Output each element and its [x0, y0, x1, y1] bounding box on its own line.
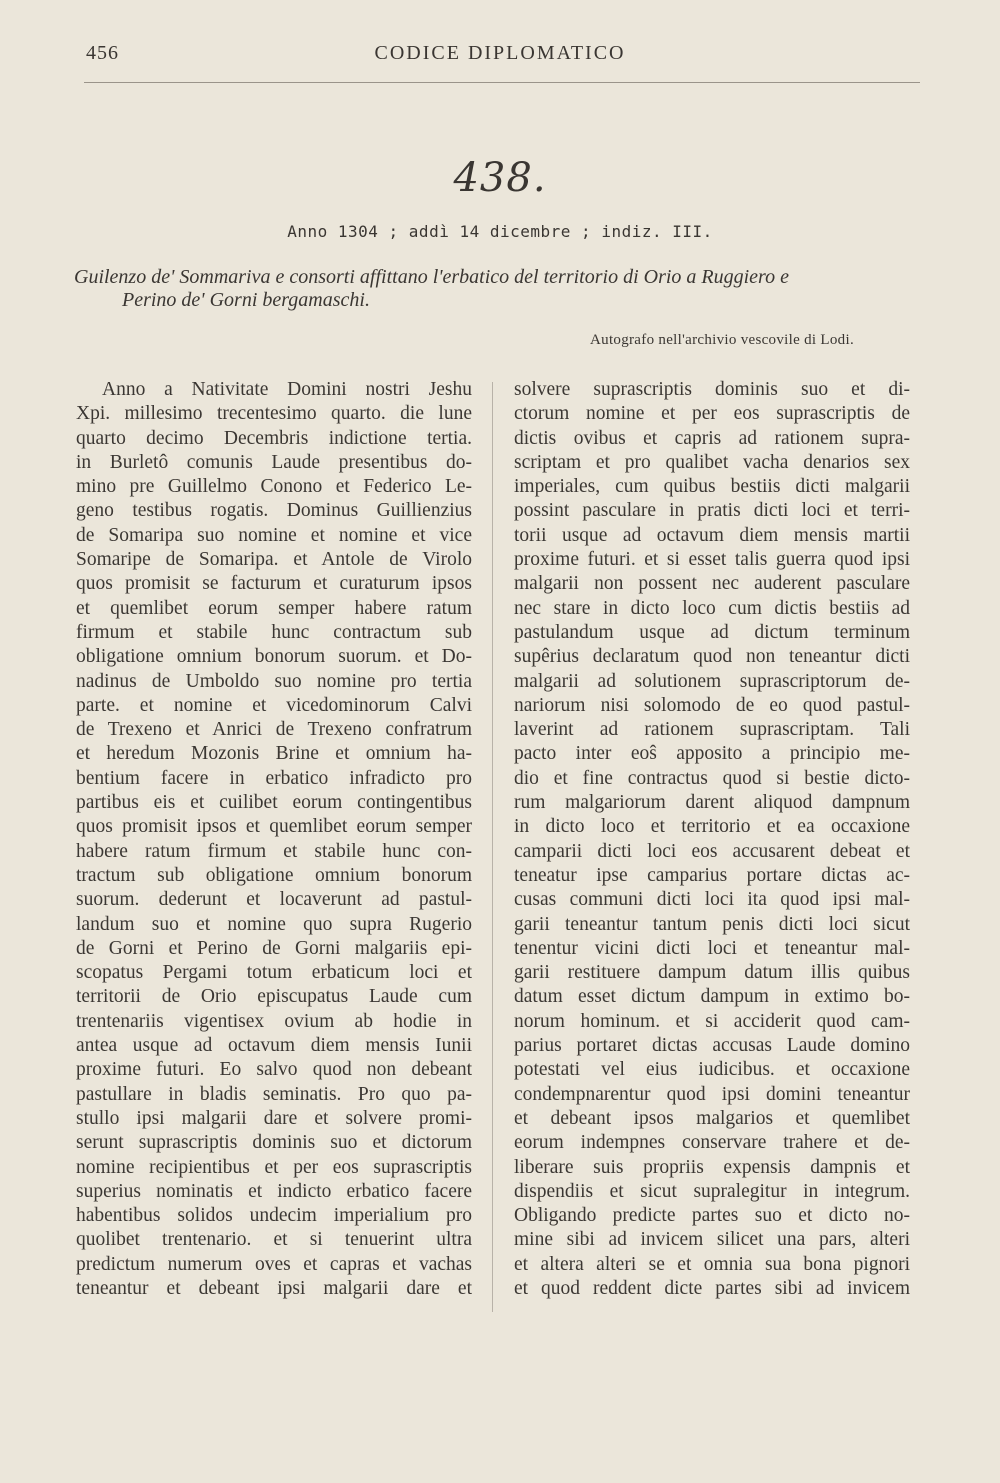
text-line: Somaripe de Somaripa. et Antole de Virolo — [76, 549, 472, 571]
text-line: quolibet trentenario. et si tenuerint ultra — [76, 1229, 472, 1251]
text-line: laverint ad rationem suprascriptam. Tali — [514, 719, 910, 741]
text-line: parte. et nomine et vicedominorum Calvi — [76, 694, 472, 716]
text-line: territorii de Orio episcupatus Laude cum — [76, 986, 472, 1008]
text-line: datum esset dictum dampum in extimo bo- — [514, 986, 910, 1008]
text-line: quos promisit ipsos et quemlibet eorum semper — [76, 816, 472, 838]
regest-line-2: Perino de' Gorni bergamaschi. — [122, 289, 370, 311]
text-line: firmum et stabile hunc contractum sub — [76, 621, 472, 643]
text-line: pastullare in bladis seminatis. Pro quo pa- — [76, 1083, 472, 1105]
text-line: predictum numerum oves et capras et vachas — [76, 1253, 472, 1275]
text-line: solvere suprascriptis dominis suo et di- — [514, 379, 910, 400]
text-line: norum hominum. et si acciderit quod cam- — [514, 1010, 910, 1032]
text-line: supêrius declaratum quod non teneantur dicti — [514, 646, 910, 668]
regest-line-1: Guilenzo de' Sommariva e consorti affittano l'erbatico del territorio di Orio a Ruggiero e — [74, 266, 789, 288]
text-line: garii teneantur tantum penis dicti loci sicut — [514, 913, 910, 935]
text-line: parius portaret dictas accusas Laude domino — [514, 1035, 910, 1057]
text-line: de Gorni et Perino de Gorni malgariis epi- — [76, 937, 472, 959]
left-text-column — [76, 378, 472, 1301]
document-number: 438. — [453, 155, 547, 201]
text-line: nadinus de Umboldo suo nomine pro tertia — [76, 670, 472, 692]
text-line: nomine recipientibus et per eos suprascriptis — [76, 1156, 472, 1178]
text-line: habere ratum firmum et stabile hunc con- — [76, 840, 472, 862]
text-line: scopatus Pergami totum erbaticum loci et — [76, 962, 472, 984]
text-line: et altera alteri se et omnia sua bona pignori — [514, 1253, 910, 1275]
text-line: dispendiis et sicut supralegitur in integrum. — [514, 1180, 910, 1202]
running-title: CODICE DIPLOMATICO — [374, 42, 626, 64]
text-line: bentium facere in erbatico infradicto pro — [76, 767, 472, 789]
text-line: landum suo et nomine quo supra Rugerio — [76, 913, 472, 935]
text-line: et quod reddent dicte partes sibi ad invicem — [514, 1277, 910, 1299]
text-line: proxime futuri. Eo salvo quod non debeant — [76, 1059, 472, 1081]
text-line: serunt suprascriptis dominis suo et dictorum — [76, 1132, 472, 1154]
text-line: et heredum Mozonis Brine et omnium ha- — [76, 743, 472, 765]
document-regest — [74, 266, 924, 312]
text-line: dio et fine contractus quod si bestie dicto- — [514, 767, 910, 789]
text-line: et debeant ipsos malgarios et quemlibet — [514, 1107, 910, 1129]
text-line: geno testibus rogatis. Dominus Guillienzius — [76, 500, 472, 522]
text-line: teneantur et debeant ipsi malgarii dare et — [76, 1277, 472, 1299]
text-line: stullo ipsi malgarii dare et solvere promi- — [76, 1107, 472, 1129]
text-line: suorum. dederunt et locaverunt ad pastul- — [76, 889, 472, 911]
text-line: malgarii ad solutionem suprascriptorum de- — [514, 670, 910, 692]
text-line: garii restituere dampum datum illis quibus — [514, 962, 910, 984]
text-line: dictis ovibus et capris ad rationem supra- — [514, 427, 910, 449]
text-line: tractum sub obligatione omnium bonorum — [76, 864, 472, 886]
text-line: possint pasculare in pratis dicti loci et terri- — [514, 500, 910, 522]
text-line: in Burletô comunis Laude presentibus do- — [76, 451, 472, 473]
column-divider — [492, 382, 493, 1312]
text-line: mine sibi ad invicem silicet una pars, alteri — [514, 1229, 910, 1251]
right-text-column — [514, 378, 910, 1301]
text-line: torii usque ad octavum diem mensis martii — [514, 524, 910, 546]
text-line: et quemlibet eorum semper habere ratum — [76, 597, 472, 619]
text-line: eorum indempnes conservare trahere et de- — [514, 1132, 910, 1154]
source-note: Autografo nell'archivio vescovile di Lodi. — [590, 332, 854, 348]
text-line: pastulandum usque ad dictum terminum — [514, 621, 910, 643]
text-line: imperiales, cum quibus bestiis dicti malgarii — [514, 476, 910, 498]
text-line: proxime futuri. et si esset talis guerra quod ipsi — [514, 549, 910, 571]
text-line: quarto decimo Decembris indictione tertia. — [76, 427, 472, 449]
text-line: Xpi. millesimo trecentesimo quarto. die lune — [76, 403, 472, 425]
text-line: camparii dicti loci eos accusarent debeat et — [514, 840, 910, 862]
document-date: Anno 1304 ; addì 14 dicembre ; indiz. III. — [287, 222, 713, 241]
text-line: scriptam et pro qualibet vacha denarios sex — [514, 451, 910, 473]
text-line: superius nominatis et indicto erbatico facere — [76, 1180, 472, 1202]
text-line: potestati vel eius iudicibus. et occaxione — [514, 1059, 910, 1081]
text-line: pacto inter eoŝ apposito a principio me- — [514, 743, 910, 765]
text-line: nec stare in dicto loco cum dictis bestiis ad — [514, 597, 910, 619]
text-line: quos promisit se facturum et curaturum ipsos — [76, 573, 472, 595]
text-line: Obligando predicte partes suo et dicto no- — [514, 1205, 910, 1227]
text-line: cusas communi dicti loci ita quod ipsi mal- — [514, 889, 910, 911]
text-line: tenentur vicini dicti loci et teneantur mal- — [514, 937, 910, 959]
running-head — [0, 42, 1000, 70]
text-line: rum malgariorum darent aliquod dampnum — [514, 792, 910, 814]
header-rule — [84, 82, 920, 83]
text-line: condempnarentur quod ipsi domini teneantur — [514, 1083, 910, 1105]
text-line: Anno a Nativitate Domini nostri Jeshu — [102, 379, 472, 400]
text-line: nariorum nisi solomodo de eo quod pastul- — [514, 694, 910, 716]
text-line: in dicto loco et territorio et ea occaxione — [514, 816, 910, 838]
text-line: teneatur ipse camparius portare dictas ac- — [514, 864, 910, 886]
text-line: partibus eis et cuilibet eorum contingentibus — [76, 792, 472, 814]
text-line: antea usque ad octavum diem mensis Iunii — [76, 1035, 472, 1057]
text-line: trentenariis vigentisex ovium ab hodie in — [76, 1010, 472, 1032]
page-number: 456 — [86, 42, 119, 64]
text-line: mino pre Guillelmo Conono et Federico Le- — [76, 476, 472, 498]
text-line: de Somaripa suo nomine et nomine et vice — [76, 524, 472, 546]
text-line: liberare suis propriis expensis dampnis et — [514, 1156, 910, 1178]
text-line: malgarii non possent nec auderent pasculare — [514, 573, 910, 595]
text-line: de Trexeno et Anrici de Trexeno confratrum — [76, 719, 472, 741]
text-line: ctorum nomine et per eos suprascriptis de — [514, 403, 910, 425]
text-line: habentibus solidos undecim imperialium pro — [76, 1205, 472, 1227]
text-line: obligatione omnium bonorum suorum. et Do- — [76, 646, 472, 668]
